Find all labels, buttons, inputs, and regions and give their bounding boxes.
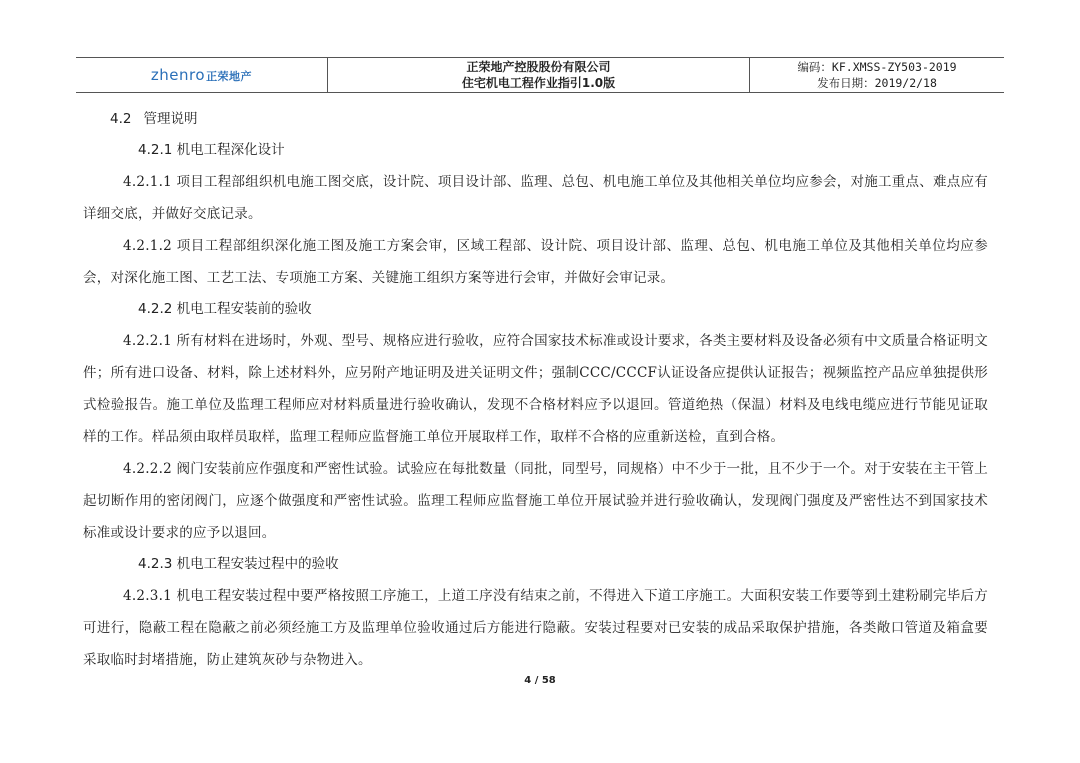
subsection-heading-2: 4.2.2 机电工程安装前的验收 [138, 301, 312, 317]
section-heading [110, 104, 988, 135]
subsection-heading-1: 4.2.1 机电工程深化设计 [138, 142, 285, 158]
section-title: 管理说明 [143, 111, 198, 127]
section-number: 4.2 [110, 111, 132, 127]
logo-chinese: 正荣地产 [206, 70, 253, 83]
page-header [76, 57, 1004, 93]
title-cell [328, 58, 750, 92]
paragraph-4-2-2-1: 4.2.2.1 所有材料在进场时，外观、型号、规格应进行验收，应符合国家技术标准或设计要求，各类主要材料及设备必须有中文质量合格证明文件；所有进口设备、材料，除上述材料外，应另附产地证明及进关证明文件；强制CCC/CCCF认证设备应提供认证报告；视频监控产品应单独提供形式检验报告。施工单位及监理工程师应对材料质量进行验收确认，发现不合格材料应予以退回。管道绝热（保温）材料及电线电缆应进行节能见证取样的工作。样品须由取样员取样，监理工程师应监督施工单位开展取样工作，取样不合格的应重新送检，直到合格。 [83, 333, 988, 445]
logo-latin: zhenro [150, 66, 206, 84]
document-body [83, 104, 988, 676]
document-code: 编码：KF.XMSS-ZY503-2019 [797, 60, 957, 74]
paragraph-4-2-3-1: 4.2.3.1 机电工程安装过程中要严格按照工序施工，上道工序没有结束之前，不得进入下道工序施工。大面积安装工作要等到土建粉刷完毕后方可进行，隐蔽工程在隐蔽之前必须经施工方及监理单位验收通过后方能进行隐蔽。安装过程要对已安装的成品采取保护措施，各类敞口管道及箱盒要采取临时封堵措施，防止建筑灰砂与杂物进入。 [83, 588, 988, 668]
subsection-heading-3: 4.2.3 机电工程安装过程中的验收 [138, 556, 339, 572]
logo-cell [76, 58, 328, 92]
company-logo [151, 66, 252, 84]
paragraph-4-2-1-1: 4.2.1.1 项目工程部组织机电施工图交底，设计院、项目设计部、监理、总包、机电施工单位及其他相关单位均应参会，对施工重点、难点应有详细交底，并做好交底记录。 [83, 174, 988, 222]
meta-cell [750, 58, 1004, 92]
page-number: 4 / 58 [524, 675, 556, 686]
company-name: 正荣地产控股股份有限公司 [466, 60, 611, 74]
paragraph-4-2-2-2: 4.2.2.2 阀门安装前应作强度和严密性试验。试验应在每批数量（同批，同型号，同规格）中不少于一批，且不少于一个。对于安装在主干管上起切断作用的密闭阀门，应逐个做强度和严密性试验。监理工程师应监督施工单位开展试验并进行验收确认，发现阀门强度及严密性达不到国家技术标准或设计要求的应予以退回。 [83, 461, 988, 541]
release-date: 发布日期：2019/2/18 [817, 76, 937, 90]
paragraph-4-2-1-2: 4.2.1.2 项目工程部组织深化施工图及施工方案会审，区域工程部、设计院、项目设计部、监理、总包、机电施工单位及其他相关单位均应参会，对深化施工图、工艺工法、专项施工方案、关键施工组织方案等进行会审，并做好会审记录。 [83, 238, 988, 286]
document-title: 住宅机电工程作业指引1.0版 [461, 76, 616, 90]
